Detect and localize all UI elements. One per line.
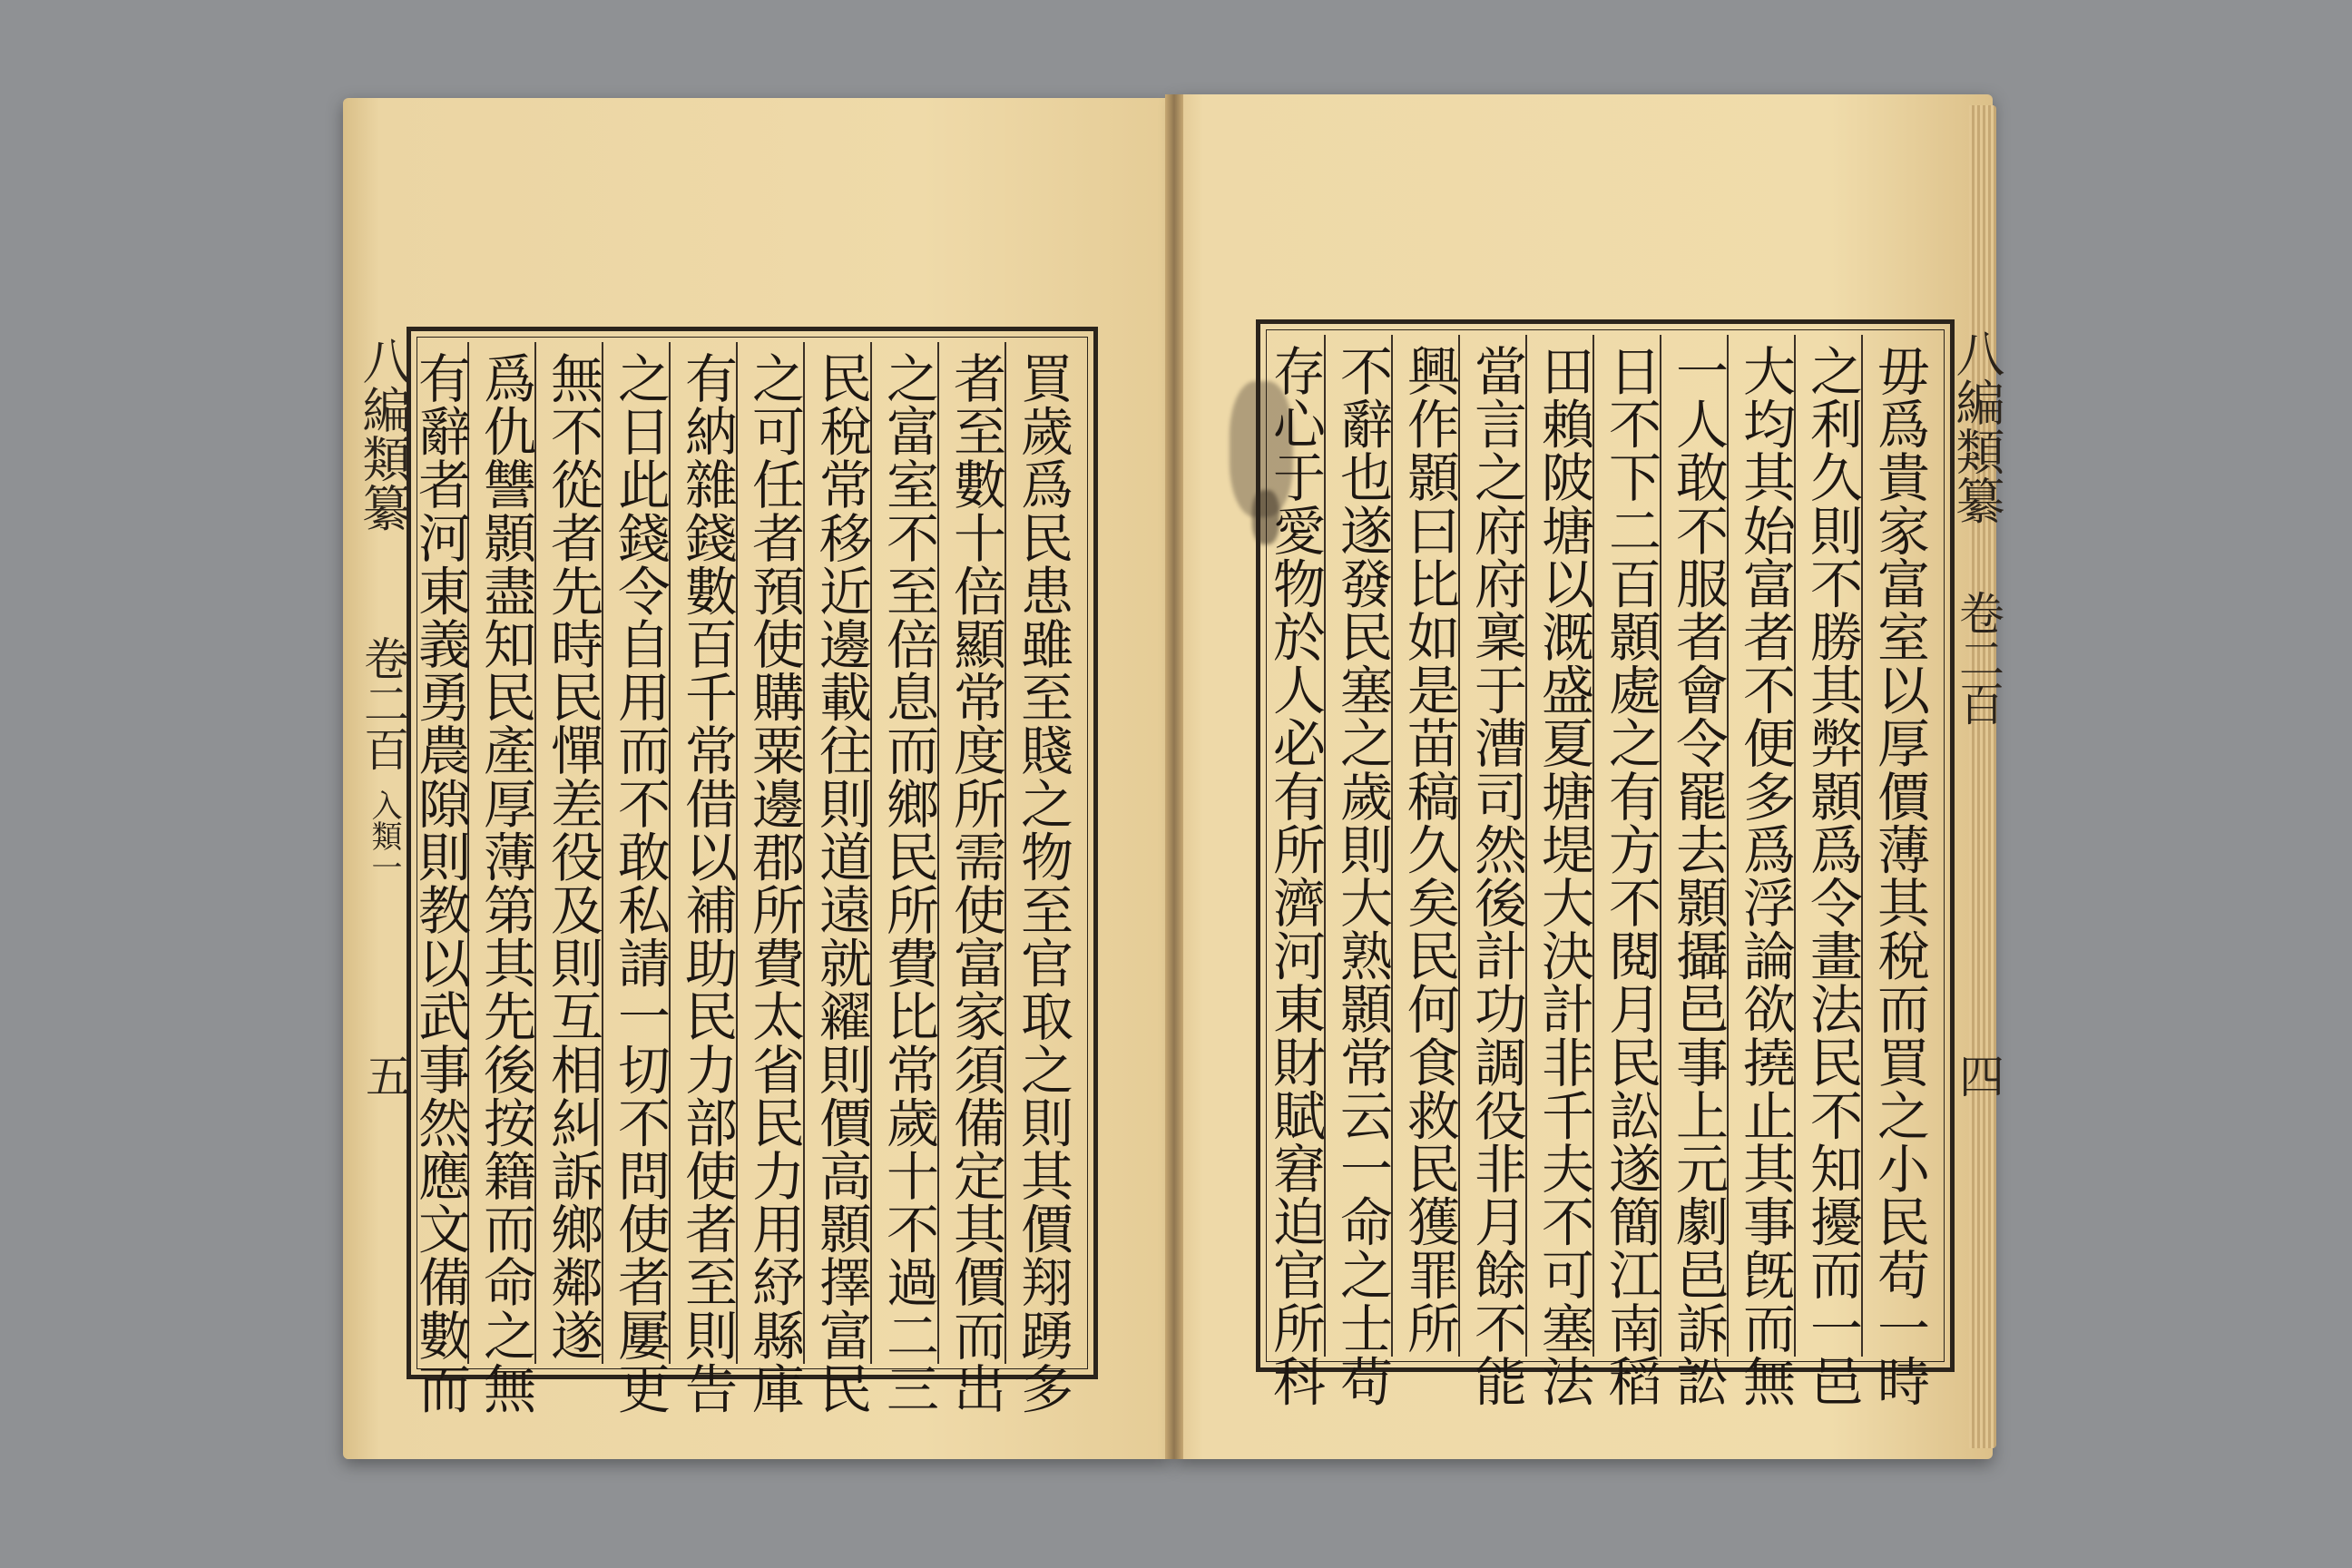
right-column-3: 大均其始富者不便多爲浮論欲撓止其事旣而無 [1734,344,1796,1407]
left-column-3: 之富室不至倍息而鄉民所費比常歲十不過二三 [877,351,939,1415]
left-column-9: 爲仇讐顥盡知民產厚薄第其先後按籍而命之無 [475,351,536,1415]
left-column-2: 者至數十倍顯常度所需使富家須備定其價而出 [945,351,1006,1415]
left-margin-page-number: 五 [358,1053,411,1098]
right-column-5: 日不下二百顥處之有方不閱月民訟遂簡江南稻 [1600,344,1661,1407]
right-margin-title: 八編類纂 [1948,328,2005,524]
left-column-1: 買歲爲民患雖至賤之物至官取之則其價翔踴多 [1012,351,1073,1415]
right-margin-page-number: 四 [1952,1053,2004,1098]
right-margin-volume: 卷二百 [1952,590,2004,726]
left-column-7: 之日此錢令自用而不敢私請一切不問使者屢更 [609,351,671,1415]
right-column-9: 不辭也遂發民塞之歲則大熟顥常云一命之士苟 [1331,344,1393,1407]
right-column-7: 當言之府府稟于漕司然後計功調役非月餘不能 [1465,344,1527,1407]
right-column-2: 之利久則不勝其弊顥爲令畫法民不知擾而一邑 [1801,344,1863,1407]
left-text-frame [407,327,1098,1415]
left-column-10: 有辭者河東義勇農隙則教以武事然應文備數而 [409,351,471,1415]
left-margin-volume: 卷二百 [357,635,409,771]
right-column-6: 田賴陂塘以溉盛夏塘堤大決計非千夫不可塞法 [1533,344,1594,1407]
left-margin-title: 八編類纂 [355,336,412,532]
right-column-10: 存心于愛物於人必有所濟河東財賦窘迫官所科 [1264,344,1326,1407]
left-margin-section: 入類一 [366,789,402,882]
left-column-5: 之可任者預使購粟邊郡所費太省民力用紓縣庫 [743,351,805,1415]
left-column-6: 有納雜錢數百千常借以補助民力部使者至則告 [676,351,738,1415]
right-column-1: 毋爲貴家富室以厚價薄其稅而買之小民苟一時 [1868,344,1930,1407]
left-column-8: 無不從者先時民憚差役及則互相糾訴鄉鄰遂 [542,351,603,1362]
book-gutter [1165,94,1183,1459]
right-text-frame [1256,319,1955,1407]
right-column-8: 興作顥曰比如是苗稿久矣民何食救民獲罪所 [1398,344,1460,1355]
right-column-4: 一人敢不服者會令罷去顥攝邑事上元劇邑訴訟 [1667,344,1729,1407]
right-page-edge [1969,105,1996,1448]
left-column-4: 民稅常移近邊載往則道遠就糴則價高顥擇富民 [810,351,872,1415]
